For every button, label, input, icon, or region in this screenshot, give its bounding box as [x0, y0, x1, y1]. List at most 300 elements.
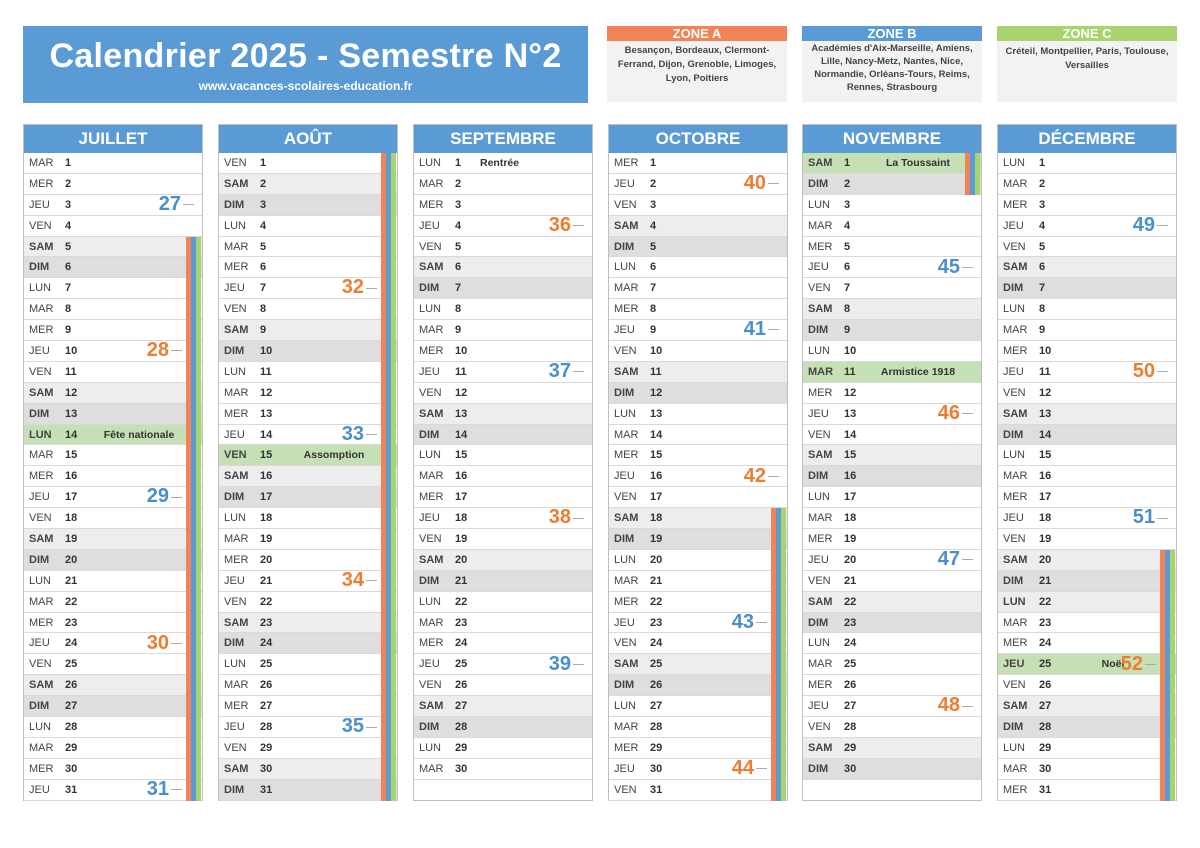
day-number: 30 [260, 762, 273, 775]
day-row [609, 633, 787, 654]
day-number: 28 [65, 721, 78, 734]
day-row [609, 404, 787, 425]
day-number: 25 [1039, 658, 1052, 671]
day-number: 17 [650, 491, 663, 504]
day-weekday: MER [614, 303, 639, 316]
day-row [219, 654, 397, 675]
day-number: 17 [1039, 491, 1052, 504]
page-title: Calendrier 2025 - Semestre N°2 [49, 37, 562, 75]
day-weekday: MAR [419, 470, 444, 483]
day-weekday: MAR [419, 324, 444, 337]
day-weekday: JEU [29, 783, 50, 796]
day-row [414, 717, 592, 738]
day-weekday: DIM [808, 324, 829, 337]
day-row [803, 466, 981, 487]
day-weekday: MAR [808, 219, 833, 232]
day-row [219, 738, 397, 759]
day-row [24, 613, 202, 634]
day-number: 13 [844, 407, 857, 420]
day-row [609, 299, 787, 320]
day-number: 23 [455, 616, 468, 629]
day-number: 21 [65, 574, 78, 587]
month-header: SEPTEMBRE [414, 125, 592, 153]
day-weekday: DIM [808, 762, 829, 775]
day-number: 23 [1039, 616, 1052, 629]
day-number: 20 [65, 553, 78, 566]
day-number: 20 [260, 553, 273, 566]
day-row [609, 592, 787, 613]
day-number: 24 [65, 637, 78, 650]
day-weekday: LUN [614, 407, 637, 420]
day-weekday: SAM [808, 449, 833, 462]
day-number: 2 [65, 177, 72, 190]
day-number: 28 [455, 721, 468, 734]
day-row [609, 571, 787, 592]
day-number: 27 [260, 700, 273, 713]
day-number: 9 [65, 324, 72, 337]
day-weekday: MAR [224, 679, 249, 692]
day-row [998, 299, 1176, 320]
day-row [219, 257, 397, 278]
day-row [219, 195, 397, 216]
day-number: 8 [260, 303, 267, 316]
day-weekday: LUN [1003, 741, 1026, 754]
day-row [219, 550, 397, 571]
zone-a-box [607, 26, 787, 102]
day-number: 28 [650, 721, 663, 734]
day-weekday: DIM [614, 240, 635, 253]
day-number: 11 [650, 365, 662, 378]
day-row [219, 759, 397, 780]
day-number: 6 [455, 261, 462, 274]
day-number: 25 [65, 658, 78, 671]
day-number: 14 [844, 428, 857, 441]
day-weekday: MAR [29, 449, 54, 462]
day-number: 28 [844, 721, 857, 734]
day-number: 17 [260, 491, 273, 504]
day-number: 4 [1039, 219, 1046, 232]
day-weekday: SAM [808, 157, 833, 169]
day-row [24, 425, 202, 446]
day-number: 31 [260, 783, 273, 796]
day-weekday: JEU [224, 721, 245, 734]
day-weekday: SAM [614, 658, 639, 671]
day-number: 22 [260, 595, 273, 608]
day-row [24, 550, 202, 571]
day-row [24, 404, 202, 425]
day-row [998, 445, 1176, 466]
day-number: 13 [455, 407, 468, 420]
day-weekday: DIM [614, 533, 635, 546]
day-row [219, 153, 397, 174]
day-weekday: MAR [1003, 324, 1028, 337]
day-number: 14 [650, 428, 663, 441]
day-weekday: JEU [419, 365, 440, 378]
day-row [24, 237, 202, 258]
day-weekday: MER [419, 345, 444, 358]
day-row [24, 571, 202, 592]
day-weekday: MER [808, 533, 833, 546]
month-header: DÉCEMBRE [998, 125, 1176, 153]
day-number: 30 [65, 762, 78, 775]
day-number: 8 [650, 303, 657, 316]
day-row [803, 759, 981, 780]
day-row [414, 404, 592, 425]
day-number: 19 [1039, 533, 1052, 546]
day-weekday: MER [808, 240, 833, 253]
day-weekday: LUN [419, 449, 442, 462]
day-weekday: LUN [614, 261, 637, 274]
day-row [219, 299, 397, 320]
day-number: 26 [455, 679, 468, 692]
day-weekday: DIM [1003, 574, 1024, 587]
zone-a-cities: Besançon, Bordeaux, Clermont-Ferrand, Dijon, Grenoble, Limoges, Lyon, Poitiers [617, 45, 777, 84]
day-number: 7 [65, 282, 72, 295]
day-row [998, 195, 1176, 216]
day-weekday: SAM [419, 261, 444, 274]
zone-b-cities: Académies d'Aix-Marseille, Amiens, Lille, Nancy-Metz, Nantes, Nice, Normandie, Orléans-Tours, Reims, Rennes, Strasbourg [811, 43, 973, 93]
day-row [998, 571, 1176, 592]
day-number: 16 [844, 470, 857, 483]
day-weekday: MER [224, 700, 249, 713]
day-row [609, 237, 787, 258]
day-weekday: VEN [29, 219, 52, 232]
day-weekday: LUN [614, 700, 637, 713]
day-number: 1 [65, 157, 72, 169]
day-list [414, 153, 592, 780]
day-number: 15 [455, 449, 468, 462]
day-number: 29 [650, 741, 663, 754]
day-weekday: LUN [808, 491, 831, 504]
day-number: 3 [844, 198, 851, 211]
day-number: 14 [65, 428, 78, 441]
day-row [414, 425, 592, 446]
day-weekday: MER [808, 386, 833, 399]
day-weekday: VEN [808, 428, 831, 441]
day-weekday: VEN [1003, 679, 1026, 692]
day-weekday: VEN [419, 386, 442, 399]
day-row [414, 738, 592, 759]
day-weekday: JEU [224, 428, 245, 441]
day-weekday: JEU [808, 407, 829, 420]
day-weekday: LUN [808, 637, 831, 650]
day-weekday: MER [224, 261, 249, 274]
day-row [998, 153, 1176, 174]
day-weekday: DIM [29, 261, 50, 274]
day-number: 21 [260, 574, 273, 587]
day-row [998, 633, 1176, 654]
day-number: 19 [844, 533, 857, 546]
day-row [219, 508, 397, 529]
day-weekday: SAM [29, 386, 54, 399]
day-weekday: SAM [224, 324, 249, 337]
day-weekday: MER [29, 324, 54, 337]
day-number: 15 [260, 449, 273, 462]
day-number: 31 [1039, 783, 1052, 796]
day-row [803, 216, 981, 237]
day-number: 14 [260, 428, 273, 441]
day-row [24, 362, 202, 383]
day-weekday: LUN [808, 198, 831, 211]
zone-c-heading: ZONE C [997, 26, 1177, 41]
day-row [24, 738, 202, 759]
day-row [998, 320, 1176, 341]
day-weekday: MAR [29, 595, 54, 608]
day-number: 6 [260, 261, 267, 274]
day-number: 3 [650, 198, 657, 211]
day-row [803, 425, 981, 446]
zone-stripe [391, 153, 396, 801]
day-weekday: JEU [224, 282, 245, 295]
zone-stripe [196, 237, 201, 801]
day-number: 26 [1039, 679, 1052, 692]
day-row [998, 592, 1176, 613]
day-weekday: SAM [419, 553, 444, 566]
day-weekday: JEU [29, 491, 50, 504]
day-weekday: VEN [419, 679, 442, 692]
day-number: 19 [260, 533, 273, 546]
day-number: 4 [455, 219, 462, 232]
day-number: 26 [260, 679, 273, 692]
day-number: 20 [844, 553, 857, 566]
day-weekday: DIM [224, 345, 245, 358]
day-weekday: MER [1003, 637, 1028, 650]
day-row [803, 299, 981, 320]
day-number: 5 [455, 240, 462, 253]
day-number: 23 [650, 616, 663, 629]
day-number: 13 [1039, 407, 1052, 420]
day-row [609, 362, 787, 383]
day-number: 12 [1039, 386, 1052, 399]
day-number: 8 [1039, 303, 1046, 316]
day-number: 23 [65, 616, 78, 629]
month-header: AOÛT [219, 125, 397, 153]
day-row [998, 550, 1176, 571]
day-number: 24 [260, 637, 273, 650]
month-column-4 [802, 124, 982, 801]
day-number: 15 [844, 449, 857, 462]
day-weekday: MAR [29, 303, 54, 316]
day-weekday: DIM [419, 282, 440, 295]
day-row [219, 780, 397, 801]
day-weekday: DIM [614, 679, 635, 692]
day-row [24, 696, 202, 717]
day-row [998, 759, 1176, 780]
day-number: 16 [455, 470, 468, 483]
day-weekday: VEN [614, 345, 637, 358]
month-column-3 [608, 124, 788, 801]
day-weekday: SAM [808, 303, 833, 316]
day-number: 14 [455, 428, 468, 441]
day-row [219, 613, 397, 634]
day-row [803, 633, 981, 654]
day-number: 4 [844, 219, 851, 232]
day-number: 6 [1039, 261, 1046, 274]
week-number: 28 [147, 339, 182, 362]
day-row [803, 153, 981, 174]
day-weekday: MAR [1003, 470, 1028, 483]
week-number: 49 [1133, 214, 1168, 237]
day-row [803, 237, 981, 258]
day-row [414, 278, 592, 299]
day-row [998, 237, 1176, 258]
week-number: 40 [744, 172, 779, 195]
day-number: 1 [1039, 157, 1046, 169]
day-weekday: MER [614, 741, 639, 754]
day-row [609, 195, 787, 216]
day-number: 25 [260, 658, 273, 671]
day-number: 1 [455, 157, 462, 169]
week-number: 31 [147, 778, 182, 801]
day-number: 27 [1039, 700, 1052, 713]
day-row [803, 717, 981, 738]
day-number: 19 [455, 533, 468, 546]
day-weekday: DIM [1003, 282, 1024, 295]
day-weekday: LUN [614, 553, 637, 566]
day-number: 9 [260, 324, 267, 337]
month-header: JUILLET [24, 125, 202, 153]
day-number: 24 [1039, 637, 1052, 650]
day-number: 30 [650, 762, 663, 775]
day-row [609, 508, 787, 529]
day-row [24, 592, 202, 613]
day-number: 15 [650, 449, 663, 462]
day-number: 5 [650, 240, 657, 253]
day-number: 17 [65, 491, 78, 504]
day-weekday: LUN [224, 365, 247, 378]
day-number: 5 [1039, 240, 1046, 253]
day-weekday: SAM [224, 762, 249, 775]
day-weekday: MER [1003, 345, 1028, 358]
day-weekday: JEU [614, 177, 635, 190]
day-weekday: MAR [1003, 177, 1028, 190]
day-row [803, 362, 981, 383]
day-row [414, 153, 592, 174]
day-weekday: JEU [419, 658, 440, 671]
day-row [414, 195, 592, 216]
day-number: 30 [455, 762, 468, 775]
day-weekday: VEN [419, 533, 442, 546]
zone-stripe [975, 153, 980, 195]
day-weekday: JEU [29, 637, 50, 650]
day-weekday: JEU [224, 574, 245, 587]
day-row [24, 278, 202, 299]
day-weekday: DIM [224, 491, 245, 504]
day-row [803, 174, 981, 195]
day-weekday: SAM [29, 533, 54, 546]
day-event-label: Rentrée [480, 157, 520, 169]
day-weekday: DIM [29, 700, 50, 713]
day-number: 25 [650, 658, 663, 671]
day-row [24, 675, 202, 696]
day-weekday: LUN [1003, 157, 1026, 169]
day-weekday: JEU [614, 762, 635, 775]
day-weekday: VEN [614, 783, 637, 796]
day-row [414, 550, 592, 571]
day-weekday: LUN [1003, 449, 1026, 462]
week-number: 34 [342, 569, 377, 592]
day-weekday: VEN [29, 658, 52, 671]
day-number: 3 [455, 198, 462, 211]
day-number: 11 [455, 365, 467, 378]
week-number: 41 [744, 318, 779, 341]
day-weekday: VEN [1003, 386, 1026, 399]
day-weekday: VEN [224, 157, 247, 169]
day-number: 7 [455, 282, 462, 295]
day-weekday: SAM [1003, 700, 1028, 713]
day-row [609, 257, 787, 278]
day-row [219, 362, 397, 383]
day-number: 25 [455, 658, 468, 671]
day-number: 22 [650, 595, 663, 608]
week-number: 52 [1121, 653, 1156, 676]
day-weekday: LUN [419, 595, 442, 608]
day-weekday: SAM [1003, 261, 1028, 274]
day-weekday: MAR [1003, 762, 1028, 775]
day-number: 21 [844, 574, 857, 587]
day-row [24, 383, 202, 404]
day-row [219, 341, 397, 362]
day-number: 11 [65, 365, 77, 378]
day-number: 9 [455, 324, 462, 337]
day-row [24, 445, 202, 466]
day-weekday: LUN [808, 345, 831, 358]
day-number: 7 [844, 282, 851, 295]
day-number: 22 [455, 595, 468, 608]
day-weekday: DIM [419, 574, 440, 587]
day-event-label: Armistice 1918 [880, 365, 956, 378]
day-number: 24 [650, 637, 663, 650]
day-row [609, 278, 787, 299]
school-holiday-bar [1160, 550, 1176, 801]
day-row [998, 675, 1176, 696]
day-number: 2 [844, 177, 851, 190]
day-weekday: MAR [224, 386, 249, 399]
day-row [219, 237, 397, 258]
day-row [803, 738, 981, 759]
day-weekday: JEU [614, 616, 635, 629]
day-row [609, 529, 787, 550]
day-row [803, 571, 981, 592]
day-weekday: MAR [419, 762, 444, 775]
day-weekday: MAR [29, 741, 54, 754]
day-weekday: VEN [224, 595, 247, 608]
day-weekday: SAM [614, 512, 639, 525]
month-column-2 [413, 124, 593, 801]
day-weekday: VEN [808, 574, 831, 587]
day-row [219, 445, 397, 466]
day-weekday: VEN [1003, 240, 1026, 253]
school-holiday-bar [965, 153, 981, 195]
week-number: 45 [938, 256, 973, 279]
day-weekday: SAM [1003, 553, 1028, 566]
day-row [609, 550, 787, 571]
day-row [414, 299, 592, 320]
day-number: 6 [65, 261, 72, 274]
day-weekday: SAM [224, 177, 249, 190]
day-number: 29 [455, 741, 468, 754]
day-weekday: MER [29, 616, 54, 629]
day-number: 26 [650, 679, 663, 692]
day-number: 3 [260, 198, 267, 211]
day-number: 12 [260, 386, 273, 399]
day-weekday: MER [1003, 491, 1028, 504]
day-number: 29 [65, 741, 78, 754]
day-weekday: DIM [808, 616, 829, 629]
day-weekday: JEU [419, 512, 440, 525]
day-weekday: MER [808, 679, 833, 692]
day-weekday: MER [1003, 783, 1028, 796]
